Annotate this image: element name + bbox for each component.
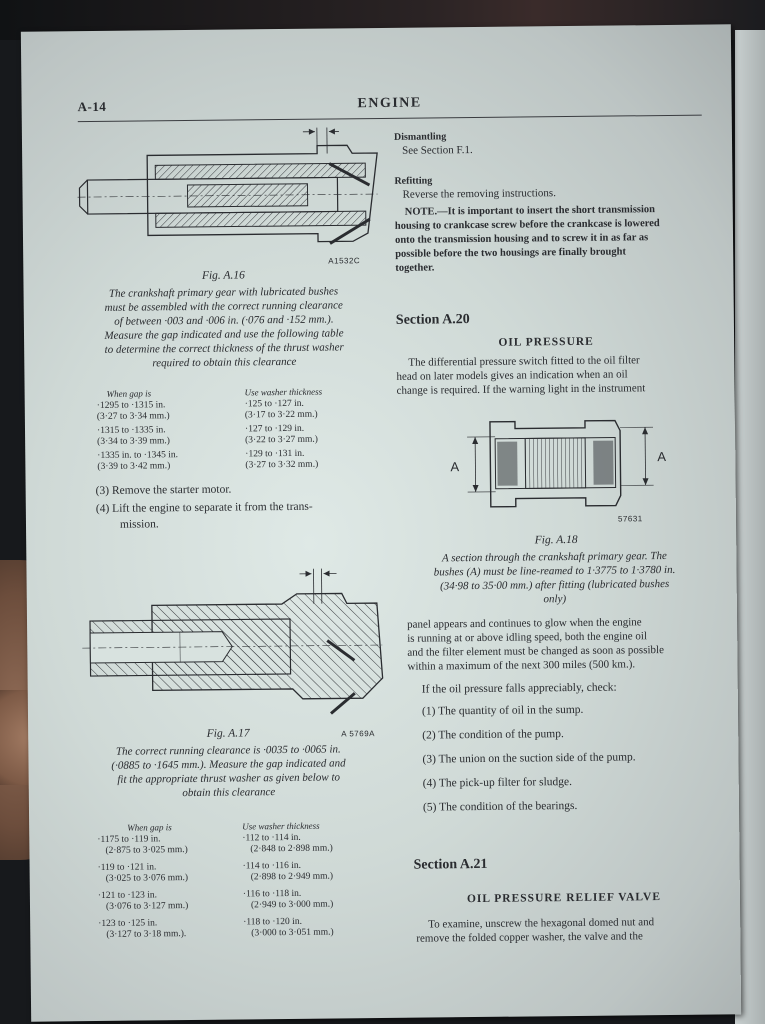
table-header-gap: When gap is	[106, 388, 152, 399]
caption-line: of between ·003 and ·006 in. (·076 and ·152 mm.).	[114, 313, 334, 328]
note-line: possible before the two housings are finally brought	[395, 246, 626, 260]
check-text: The condition of the pump.	[438, 728, 564, 742]
table-cell: (3·127 to 3·18 mm.).	[106, 929, 187, 940]
table-row	[245, 449, 318, 472]
section-a20-intro	[396, 353, 696, 398]
caption-line: fit the appropriate thrust washer as given below to	[117, 771, 341, 786]
table-header-washer: Use washer thickness	[244, 386, 323, 398]
check-item-3	[422, 749, 635, 767]
step-4-continued: mission.	[119, 518, 159, 531]
dismantling-text: See Section F.1.	[402, 144, 473, 157]
check-text: The pick-up filter for sludge.	[438, 776, 573, 790]
refitting-text: Reverse the removing instructions.	[402, 187, 556, 201]
caption-line: The crankshaft primary gear with lubricated bushes	[108, 285, 339, 300]
check-number: (1)	[421, 705, 436, 718]
note-line: onto the transmission housing and to screw it in as far as	[394, 232, 649, 246]
table-cell: ·116 to ·118 in.	[242, 888, 302, 900]
fig-a16-caption	[74, 284, 375, 371]
check-text: The quantity of oil in the sump.	[438, 703, 584, 718]
fig-a16-table	[97, 386, 378, 479]
running-title: ENGINE	[357, 95, 422, 112]
caption-line: The correct running clearance is ·0035 to ·0065 in.	[115, 743, 341, 758]
table-cell: (2·848 to 2·898 mm.)	[250, 843, 333, 855]
caption-line: bushes (A) must be line-reamed to 1·3775 to 1·3780 in.	[433, 563, 676, 579]
table-row	[97, 400, 170, 423]
table-cell: (3·000 to 3·051 mm.)	[251, 927, 334, 939]
fig-a18-drawing-label: 57631	[617, 514, 643, 524]
table-cell: (3·34 to 3·39 mm.)	[97, 436, 171, 447]
running-head	[78, 93, 702, 123]
table-cell: ·1335 in. to ·1345 in.	[97, 450, 179, 461]
fig-a18-drawing	[445, 415, 676, 527]
table-cell: (3·17 to 3·22 mm.)	[244, 409, 318, 421]
caption-line: must be assembled with the correct running clearance	[104, 299, 343, 314]
body-line: remove the folded copper washer, the valve and the	[416, 930, 643, 945]
table-row	[98, 918, 186, 941]
body-line: To examine, unscrew the hexagonal domed nut and	[428, 916, 655, 931]
section-a20-title: OIL PRESSURE	[498, 335, 594, 349]
body-line: change is required. If the warning light in the instrument	[396, 382, 646, 397]
section-a21-title: OIL PRESSURE RELIEF VALVE	[466, 891, 662, 906]
table-cell: ·118 to ·120 in.	[243, 916, 302, 928]
dismantling-heading: Dismantling	[393, 131, 447, 143]
check-number: (5)	[422, 801, 437, 814]
fig-a16-drawing-label: A1532C	[328, 256, 361, 266]
step-number: (3)	[95, 484, 110, 497]
body-line: within a maximum of the next 300 miles (500 km.).	[407, 658, 636, 673]
refitting-heading: Refitting	[394, 175, 433, 187]
table-cell: (2·949 to 3·000 mm.)	[250, 899, 334, 911]
table-cell: ·114 to ·116 in.	[242, 860, 302, 872]
check-number: (4)	[422, 777, 437, 790]
body-line: panel appears and continues to glow when the engine	[407, 616, 642, 631]
body-line: The differential pressure switch fitted to the oil filter	[408, 354, 640, 369]
table-row	[98, 890, 189, 913]
table-cell: (2·898 to 2·949 mm.)	[250, 871, 334, 883]
check-number: (3)	[422, 753, 436, 766]
table-cell: ·123 to ·125 in.	[98, 918, 158, 929]
check-text: The condition of the bearings.	[439, 799, 578, 814]
caption-line: only)	[543, 593, 567, 606]
table-cell: (3·39 to 3·42 mm.)	[97, 461, 171, 472]
manual-page	[21, 24, 741, 1021]
caption-line: to determine the correct thickness of the thrust washer	[104, 341, 344, 356]
step-text: Remove the starter motor.	[111, 483, 232, 497]
body-line: and the filter element must be changed as soon as possible	[407, 644, 665, 659]
step-4	[96, 499, 313, 517]
check-number: (2)	[422, 729, 436, 742]
fig-a16-drawing	[77, 123, 379, 276]
table-cell: (3·22 to 3·27 mm.)	[245, 434, 319, 446]
table-cell: ·1315 to ·1335 in.	[96, 425, 166, 436]
fig-a18-dim-label-right: A	[657, 449, 667, 465]
table-cell: (3·27 to 3·32 mm.)	[245, 459, 319, 471]
table-cell: ·119 to ·121 in.	[97, 862, 157, 873]
check-intro: If the oil pressure falls appreciably, check:	[421, 681, 617, 696]
caption-line: Measure the gap indicated and use the following table	[104, 327, 344, 342]
fig-a17-drawing-label: A 5769A	[341, 729, 376, 739]
check-text: The union on the suction side of the pump.	[438, 751, 636, 766]
table-row	[245, 399, 318, 422]
table-row	[243, 861, 334, 884]
step-text: Lift the engine to separate it from the trans-	[112, 500, 313, 515]
fig-a18-label: Fig. A.18	[534, 533, 578, 547]
table-row	[245, 424, 318, 447]
table-cell: ·1175 to ·119 in.	[97, 834, 161, 845]
fig-a17-label: Fig. A.17	[206, 727, 250, 740]
fig-a17-caption	[78, 742, 379, 801]
table-row	[243, 917, 334, 940]
page-number: A-14	[77, 98, 107, 115]
fig-a18-dim-label-left: A	[450, 459, 460, 475]
table-row	[97, 834, 188, 857]
table-row	[97, 450, 178, 473]
step-3	[96, 482, 232, 499]
table-cell: (2·875 to 3·025 mm.)	[105, 845, 188, 856]
check-item-1	[422, 702, 584, 720]
caption-line: (34·98 to 35·00 mm.) after fitting (lubricated bushes	[440, 577, 670, 593]
table-row	[97, 425, 170, 448]
refitting-note	[395, 203, 696, 276]
table-cell: ·121 to ·123 in.	[97, 890, 158, 901]
section-a21-heading: Section A.21	[413, 856, 488, 873]
table-header-gap: When gap is	[127, 822, 172, 833]
fig-a16-label: Fig. A.16	[201, 269, 245, 282]
caption-line: A section through the crankshaft primary gear. The	[441, 550, 667, 565]
table-cell: ·1295 to ·1315 in.	[96, 400, 166, 411]
check-item-4	[423, 774, 572, 792]
check-item-5	[423, 798, 578, 816]
table-cell: ·112 to ·114 in.	[242, 832, 301, 844]
fig-a18-caption	[404, 549, 705, 608]
table-cell: ·127 to ·129 in.	[244, 423, 305, 435]
section-a21-text	[416, 915, 716, 946]
fig-a17-table	[97, 820, 388, 953]
note-line: housing to crankcase screw before the crankcase is lowered	[394, 218, 660, 232]
table-cell: ·129 to ·131 in.	[245, 448, 305, 460]
caption-line: required to obtain this clearance	[152, 355, 297, 370]
table-cell: (3·076 to 3·127 mm.)	[105, 901, 189, 912]
table-cell: (3·27 to 3·34 mm.)	[96, 411, 170, 422]
table-cell: (3·025 to 3·076 mm.)	[105, 873, 189, 884]
table-row	[243, 889, 334, 912]
table-row	[98, 862, 189, 885]
table-cell: ·125 to ·127 in.	[244, 398, 304, 410]
section-a20-heading: Section A.20	[395, 312, 470, 328]
caption-line: (·0885 to ·1645 mm.). Measure the gap indicated and	[111, 757, 346, 772]
note-line: NOTE.—It is important to insert the short transmission	[404, 204, 656, 218]
body-line: is running at or above idling speed, both the engine oil	[407, 630, 648, 645]
note-line: together.	[395, 262, 435, 274]
caption-line: obtain this clearance	[182, 786, 276, 800]
step-number: (4)	[95, 502, 110, 515]
table-header-washer: Use washer thickness	[242, 820, 320, 832]
body-line: head on later models gives an indication when an oil	[396, 368, 628, 383]
section-a20-continued	[407, 615, 708, 674]
check-item-2	[422, 726, 564, 743]
table-row	[242, 833, 333, 856]
